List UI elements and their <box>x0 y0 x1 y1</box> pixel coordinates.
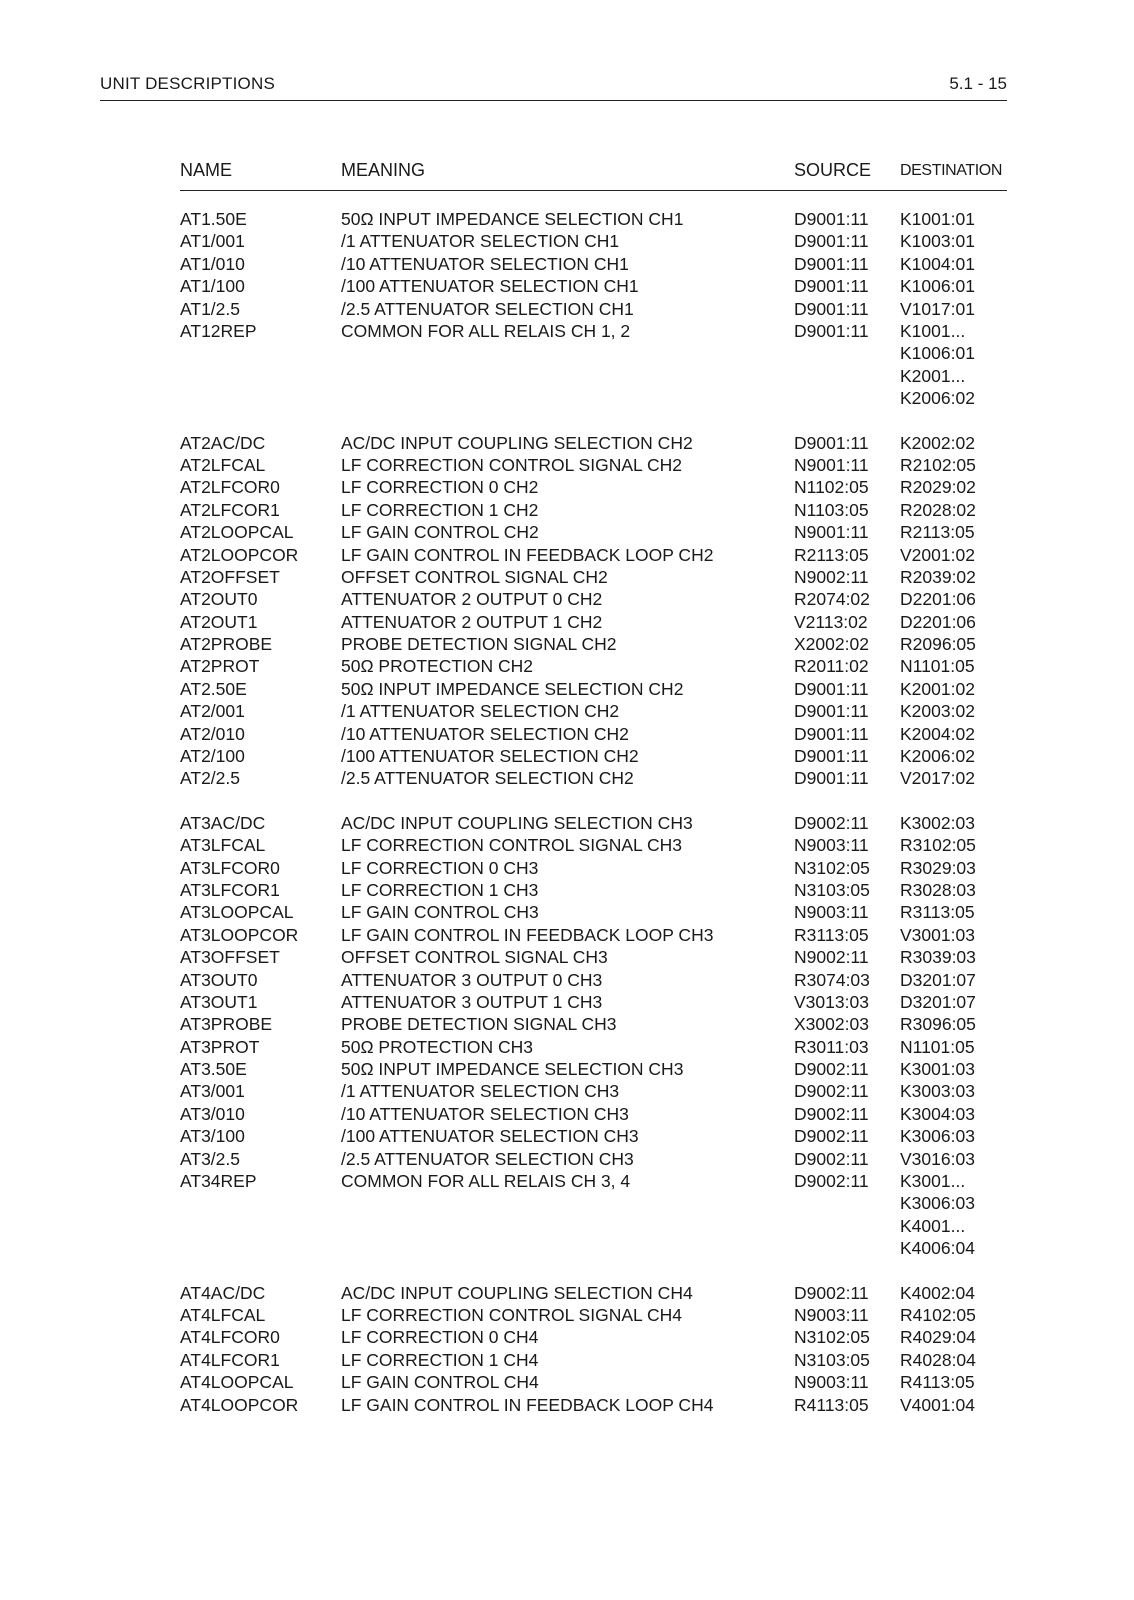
destination-line: K3002:03 <box>900 812 975 833</box>
destination-line: K4001... <box>900 1215 966 1236</box>
signal-name: AT3/010 <box>180 1103 245 1124</box>
destination-line: R2029:02 <box>900 477 976 498</box>
destination-line: R3029:03 <box>900 857 976 878</box>
table-row <box>180 566 1007 588</box>
table-header <box>180 160 1007 191</box>
signal-source: R3074:03 <box>794 969 870 990</box>
table-row <box>180 320 1007 410</box>
signal-meaning: /2.5 ATTENUATOR SELECTION CH1 <box>341 298 634 319</box>
signal-name: AT1/100 <box>180 276 245 297</box>
signal-destination <box>900 1371 1010 1393</box>
table-row <box>180 454 1007 476</box>
signal-name: AT2OFFSET <box>180 566 280 587</box>
destination-line: K1004:01 <box>900 253 975 274</box>
destination-line: K1006:01 <box>900 343 975 364</box>
destination-line: K1001:01 <box>900 209 975 229</box>
group-spacer <box>180 410 1007 432</box>
table-row <box>180 700 1007 722</box>
signal-name: AT2AC/DC <box>180 432 266 453</box>
column-header-source: SOURCE <box>794 160 872 180</box>
table-row <box>180 924 1007 946</box>
signal-meaning: LF GAIN CONTROL CH4 <box>341 1372 539 1393</box>
signal-name: AT2LOOPCAL <box>180 522 294 543</box>
signal-meaning: COMMON FOR ALL RELAIS CH 3, 4 <box>341 1171 631 1192</box>
signal-name: AT3PROBE <box>180 1014 273 1035</box>
column-header-destination: DESTINATION <box>900 162 1002 179</box>
signal-meaning: LF CORRECTION 1 CH2 <box>341 499 539 520</box>
signal-destination <box>900 454 1010 476</box>
signal-destination <box>900 767 1010 789</box>
signal-destination <box>900 253 1010 275</box>
signal-table <box>180 208 1007 1416</box>
signal-name: AT3OUT0 <box>180 969 258 990</box>
signal-name: AT3OUT1 <box>180 991 258 1012</box>
table-row <box>180 476 1007 498</box>
signal-meaning: LF CORRECTION CONTROL SIGNAL CH2 <box>341 454 682 475</box>
signal-destination <box>900 879 1010 901</box>
signal-destination <box>900 745 1010 767</box>
signal-name: AT3LFCOR0 <box>180 857 280 878</box>
signal-source: N3103:05 <box>794 879 870 900</box>
table-row <box>180 834 1007 856</box>
signal-name: AT3/2.5 <box>180 1148 240 1169</box>
signal-source: R2113:05 <box>794 544 869 565</box>
signal-meaning: COMMON FOR ALL RELAIS CH 1, 2 <box>341 320 631 341</box>
destination-line: D2201:06 <box>900 589 976 610</box>
signal-meaning: /1 ATTENUATOR SELECTION CH3 <box>341 1081 620 1102</box>
signal-meaning: /2.5 ATTENUATOR SELECTION CH2 <box>341 768 634 789</box>
destination-line: R4028:04 <box>900 1349 976 1370</box>
signal-meaning: LF GAIN CONTROL IN FEEDBACK LOOP CH3 <box>341 924 714 945</box>
signal-name: AT2OUT0 <box>180 589 258 610</box>
destination-line: K3006:03 <box>900 1126 975 1147</box>
table-row <box>180 1125 1007 1147</box>
signal-destination <box>900 812 1010 834</box>
signal-source: D9001:11 <box>794 209 869 229</box>
destination-line: N1101:05 <box>900 1036 975 1057</box>
signal-source: N9001:11 <box>794 522 869 543</box>
table-row <box>180 1013 1007 1035</box>
destination-line: K2006:02 <box>900 746 975 767</box>
signal-meaning: LF GAIN CONTROL IN FEEDBACK LOOP CH4 <box>341 1394 714 1415</box>
signal-destination <box>900 1080 1010 1102</box>
signal-meaning: /100 ATTENUATOR SELECTION CH1 <box>341 276 639 297</box>
signal-meaning: LF CORRECTION 0 CH4 <box>341 1327 539 1348</box>
destination-line: K3004:03 <box>900 1103 975 1124</box>
signal-name: AT1/001 <box>180 231 245 252</box>
signal-source: N9003:11 <box>794 902 869 923</box>
table-row <box>180 1304 1007 1326</box>
destination-line: K3003:03 <box>900 1081 975 1102</box>
signal-name: AT4LOOPCAL <box>180 1372 294 1393</box>
destination-line: K4002:04 <box>900 1282 975 1303</box>
table-row <box>180 991 1007 1013</box>
destination-line: K2001:02 <box>900 678 975 699</box>
table-row <box>180 1282 1007 1304</box>
table-row <box>180 298 1007 320</box>
signal-source: V3013:03 <box>794 991 869 1012</box>
signal-meaning: ATTENUATOR 3 OUTPUT 0 CH3 <box>341 969 603 990</box>
signal-destination <box>900 1148 1010 1170</box>
destination-line: K2004:02 <box>900 723 975 744</box>
signal-destination <box>900 1125 1010 1147</box>
table-row <box>180 655 1007 677</box>
signal-destination <box>900 1282 1010 1304</box>
signal-meaning: /10 ATTENUATOR SELECTION CH2 <box>341 723 629 744</box>
signal-name: AT1/2.5 <box>180 298 240 319</box>
destination-line: R4029:04 <box>900 1327 976 1348</box>
signal-name: AT2.50E <box>180 678 247 699</box>
signal-destination <box>900 566 1010 588</box>
table-row <box>180 521 1007 543</box>
signal-destination <box>900 230 1010 252</box>
destination-line: R4113:05 <box>900 1372 975 1393</box>
signal-name: AT1/010 <box>180 253 245 274</box>
signal-meaning: LF CORRECTION CONTROL SIGNAL CH4 <box>341 1305 682 1326</box>
signal-name: AT3LOOPCOR <box>180 924 299 945</box>
signal-meaning: LF GAIN CONTROL IN FEEDBACK LOOP CH2 <box>341 544 714 565</box>
signal-name: AT4LFCOR1 <box>180 1349 280 1370</box>
signal-meaning: 50Ω INPUT IMPEDANCE SELECTION CH1 <box>341 209 684 229</box>
signal-name: AT4LOOPCOR <box>180 1394 299 1415</box>
signal-source: D9001:11 <box>794 231 869 252</box>
signal-source: N9002:11 <box>794 566 869 587</box>
signal-source: N3102:05 <box>794 1327 870 1348</box>
column-header-meaning: MEANING <box>341 160 426 180</box>
table-row <box>180 812 1007 834</box>
signal-destination <box>900 432 1010 454</box>
signal-name: AT2OUT1 <box>180 611 258 632</box>
table-row <box>180 879 1007 901</box>
signal-destination <box>900 901 1010 923</box>
signal-meaning: LF GAIN CONTROL CH3 <box>341 902 539 923</box>
signal-name: AT4LFCAL <box>180 1305 266 1326</box>
signal-destination <box>900 611 1010 633</box>
destination-line: K1006:01 <box>900 276 975 297</box>
signal-destination <box>900 1036 1010 1058</box>
destination-line: K2006:02 <box>900 388 975 409</box>
signal-meaning: AC/DC INPUT COUPLING SELECTION CH3 <box>341 812 693 833</box>
signal-source: R2074:02 <box>794 589 870 610</box>
signal-source: D9001:11 <box>794 701 869 722</box>
table-row <box>180 544 1007 566</box>
signal-destination <box>900 298 1010 320</box>
destination-line: R2102:05 <box>900 454 976 475</box>
signal-destination <box>900 1013 1010 1035</box>
table-row <box>180 857 1007 879</box>
destination-line: R2039:02 <box>900 566 976 587</box>
destination-line: R3113:05 <box>900 902 975 923</box>
signal-meaning: /1 ATTENUATOR SELECTION CH1 <box>341 231 620 252</box>
signal-source: D9002:11 <box>794 1103 869 1124</box>
signal-destination <box>900 723 1010 745</box>
signal-name: AT2PROT <box>180 656 260 677</box>
signal-name: AT3PROT <box>180 1036 260 1057</box>
signal-meaning: /100 ATTENUATOR SELECTION CH3 <box>341 1126 639 1147</box>
signal-meaning: LF GAIN CONTROL CH2 <box>341 522 539 543</box>
signal-name: AT3LFCOR1 <box>180 879 280 900</box>
table-row <box>180 969 1007 991</box>
destination-line: D3201:07 <box>900 969 976 990</box>
destination-line: K3001:03 <box>900 1059 975 1080</box>
table-row <box>180 1170 1007 1260</box>
signal-source: R3011:03 <box>794 1036 869 1057</box>
table-row <box>180 901 1007 923</box>
signal-source: D9001:11 <box>794 298 869 319</box>
table-row <box>180 275 1007 297</box>
signal-name: AT1.50E <box>180 209 247 229</box>
destination-line: K4006:04 <box>900 1238 975 1259</box>
signal-destination <box>900 857 1010 879</box>
signal-meaning: /2.5 ATTENUATOR SELECTION CH3 <box>341 1148 634 1169</box>
signal-meaning: /1 ATTENUATOR SELECTION CH2 <box>341 701 620 722</box>
signal-source: N9003:11 <box>794 1372 869 1393</box>
signal-source: X2002:02 <box>794 634 869 655</box>
destination-line: K3006:03 <box>900 1193 975 1214</box>
table-row <box>180 1103 1007 1125</box>
signal-meaning: OFFSET CONTROL SIGNAL CH2 <box>341 566 608 587</box>
signal-meaning: /10 ATTENUATOR SELECTION CH1 <box>341 253 629 274</box>
signal-source: D9001:11 <box>794 678 869 699</box>
signal-meaning: LF CORRECTION CONTROL SIGNAL CH3 <box>341 835 682 856</box>
signal-name: AT12REP <box>180 320 257 341</box>
destination-line: R2113:05 <box>900 522 975 543</box>
signal-destination <box>900 1103 1010 1125</box>
signal-meaning: LF CORRECTION 1 CH3 <box>341 879 539 900</box>
signal-destination <box>900 633 1010 655</box>
table-row <box>180 588 1007 610</box>
signal-meaning: 50Ω PROTECTION CH2 <box>341 656 534 677</box>
signal-name: AT2/010 <box>180 723 245 744</box>
destination-line: K1003:01 <box>900 231 975 252</box>
table-row <box>180 1080 1007 1102</box>
table-row <box>180 946 1007 968</box>
destination-line: K3001... <box>900 1171 966 1192</box>
signal-meaning: LF CORRECTION 0 CH3 <box>341 857 539 878</box>
signal-meaning: AC/DC INPUT COUPLING SELECTION CH2 <box>341 432 693 453</box>
signal-name: AT2/100 <box>180 746 245 767</box>
signal-destination <box>900 208 1010 230</box>
destination-line: V2017:02 <box>900 768 975 789</box>
signal-source: D9002:11 <box>794 1126 869 1147</box>
signal-destination <box>900 834 1010 856</box>
signal-destination <box>900 1304 1010 1326</box>
signal-source: D9001:11 <box>794 320 869 341</box>
signal-source: D9001:11 <box>794 276 869 297</box>
signal-meaning: PROBE DETECTION SIGNAL CH3 <box>341 1014 617 1035</box>
signal-meaning: PROBE DETECTION SIGNAL CH2 <box>341 634 617 655</box>
destination-line: K2001... <box>900 365 966 386</box>
signal-name: AT2/2.5 <box>180 768 240 789</box>
signal-meaning: ATTENUATOR 3 OUTPUT 1 CH3 <box>341 991 603 1012</box>
signal-source: D9001:11 <box>794 723 869 744</box>
signal-destination <box>900 1170 1010 1260</box>
signal-name: AT2LOOPCOR <box>180 544 299 565</box>
destination-line: V3016:03 <box>900 1148 975 1169</box>
signal-meaning: LF CORRECTION 1 CH4 <box>341 1349 539 1370</box>
signal-name: AT4AC/DC <box>180 1282 266 1303</box>
table-row <box>180 611 1007 633</box>
signal-meaning: 50Ω INPUT IMPEDANCE SELECTION CH2 <box>341 678 684 699</box>
signal-source: N1102:05 <box>794 477 869 498</box>
signal-source: N9002:11 <box>794 947 869 968</box>
signal-destination <box>900 521 1010 543</box>
table-row <box>180 1371 1007 1393</box>
signal-destination <box>900 275 1010 297</box>
signal-source: N9001:11 <box>794 454 869 475</box>
table-row <box>180 432 1007 454</box>
table-row <box>180 208 1007 230</box>
signal-meaning: ATTENUATOR 2 OUTPUT 0 CH2 <box>341 589 603 610</box>
table-row <box>180 767 1007 789</box>
signal-source: D9001:11 <box>794 746 869 767</box>
signal-meaning: AC/DC INPUT COUPLING SELECTION CH4 <box>341 1282 693 1303</box>
table-row <box>180 1036 1007 1058</box>
signal-name: AT3OFFSET <box>180 947 280 968</box>
destination-line: V1017:01 <box>900 298 975 319</box>
table-row <box>180 1058 1007 1080</box>
signal-source: N9003:11 <box>794 1305 869 1326</box>
section-title: UNIT DESCRIPTIONS <box>100 74 275 93</box>
signal-source: D9002:11 <box>794 1282 869 1303</box>
signal-source: D9002:11 <box>794 1171 869 1192</box>
table-row <box>180 1349 1007 1371</box>
destination-line: R3028:03 <box>900 879 976 900</box>
signal-source: R2011:02 <box>794 656 869 677</box>
signal-name: AT3.50E <box>180 1059 247 1080</box>
signal-name: AT3AC/DC <box>180 812 266 833</box>
signal-meaning: LF CORRECTION 0 CH2 <box>341 477 539 498</box>
signal-destination <box>900 991 1010 1013</box>
signal-destination <box>900 969 1010 991</box>
destination-line: R3102:05 <box>900 835 976 856</box>
signal-source: D9001:11 <box>794 432 869 453</box>
destination-line: N1101:05 <box>900 656 975 677</box>
signal-name: AT3LOOPCAL <box>180 902 294 923</box>
signal-destination <box>900 1349 1010 1371</box>
signal-destination <box>900 655 1010 677</box>
destination-line: R2096:05 <box>900 634 976 655</box>
table-row <box>180 745 1007 767</box>
destination-line: K2003:02 <box>900 701 975 722</box>
table-row <box>180 230 1007 252</box>
signal-source: N3102:05 <box>794 857 870 878</box>
signal-name: AT4LFCOR0 <box>180 1327 280 1348</box>
signal-meaning: OFFSET CONTROL SIGNAL CH3 <box>341 947 608 968</box>
signal-meaning: /100 ATTENUATOR SELECTION CH2 <box>341 746 639 767</box>
signal-destination <box>900 499 1010 521</box>
signal-destination <box>900 588 1010 610</box>
destination-line: V2001:02 <box>900 544 975 565</box>
column-header-name: NAME <box>180 160 233 180</box>
destination-line: R4102:05 <box>900 1305 976 1326</box>
signal-destination <box>900 946 1010 968</box>
group-spacer <box>180 790 1007 812</box>
signal-source: N1103:05 <box>794 499 869 520</box>
signal-name: AT2/001 <box>180 701 245 722</box>
signal-source: N9003:11 <box>794 835 869 856</box>
signal-name: AT3/100 <box>180 1126 245 1147</box>
signal-source: V2113:02 <box>794 611 868 632</box>
destination-line: V3001:03 <box>900 924 975 945</box>
table-row <box>180 1148 1007 1170</box>
signal-name: AT2LFCOR0 <box>180 477 280 498</box>
signal-source: D9001:11 <box>794 253 869 274</box>
signal-destination <box>900 1058 1010 1080</box>
table-row <box>180 633 1007 655</box>
signal-name: AT3/001 <box>180 1081 245 1102</box>
signal-source: D9002:11 <box>794 812 869 833</box>
table-row <box>180 253 1007 275</box>
signal-name: AT3LFCAL <box>180 835 266 856</box>
signal-name: AT2LFCAL <box>180 454 266 475</box>
signal-source: D9002:11 <box>794 1059 869 1080</box>
signal-destination <box>900 700 1010 722</box>
signal-destination <box>900 1326 1010 1348</box>
table-row <box>180 723 1007 745</box>
signal-source: D9001:11 <box>794 768 869 789</box>
signal-source: X3002:03 <box>794 1014 869 1035</box>
signal-destination <box>900 476 1010 498</box>
signal-meaning: ATTENUATOR 2 OUTPUT 1 CH2 <box>341 611 603 632</box>
table-row <box>180 678 1007 700</box>
destination-line: V4001:04 <box>900 1394 975 1415</box>
table-row <box>180 499 1007 521</box>
signal-source: N3103:05 <box>794 1349 870 1370</box>
destination-line: D2201:06 <box>900 611 976 632</box>
page-number: 5.1 - 15 <box>949 74 1007 93</box>
signal-meaning: 50Ω PROTECTION CH3 <box>341 1036 534 1057</box>
signal-name: AT34REP <box>180 1171 257 1192</box>
group-spacer <box>180 1260 1007 1282</box>
signal-source: D9002:11 <box>794 1148 869 1169</box>
signal-destination <box>900 544 1010 566</box>
destination-line: R3039:03 <box>900 947 976 968</box>
signal-name: AT2PROBE <box>180 634 273 655</box>
signal-source: R3113:05 <box>794 924 869 945</box>
signal-destination <box>900 1394 1010 1416</box>
signal-meaning: /10 ATTENUATOR SELECTION CH3 <box>341 1103 629 1124</box>
signal-meaning: 50Ω INPUT IMPEDANCE SELECTION CH3 <box>341 1059 684 1080</box>
destination-line: R3096:05 <box>900 1014 976 1035</box>
signal-destination <box>900 924 1010 946</box>
signal-source: R4113:05 <box>794 1394 869 1415</box>
table-row <box>180 1326 1007 1348</box>
destination-line: K1001... <box>900 320 966 341</box>
page-header <box>100 74 1007 101</box>
destination-line: D3201:07 <box>900 991 976 1012</box>
destination-line: R2028:02 <box>900 499 976 520</box>
table-row <box>180 1394 1007 1416</box>
signal-destination <box>900 320 1010 410</box>
destination-line: K2002:02 <box>900 432 975 453</box>
signal-name: AT2LFCOR1 <box>180 499 280 520</box>
signal-source: D9002:11 <box>794 1081 869 1102</box>
signal-destination <box>900 678 1010 700</box>
